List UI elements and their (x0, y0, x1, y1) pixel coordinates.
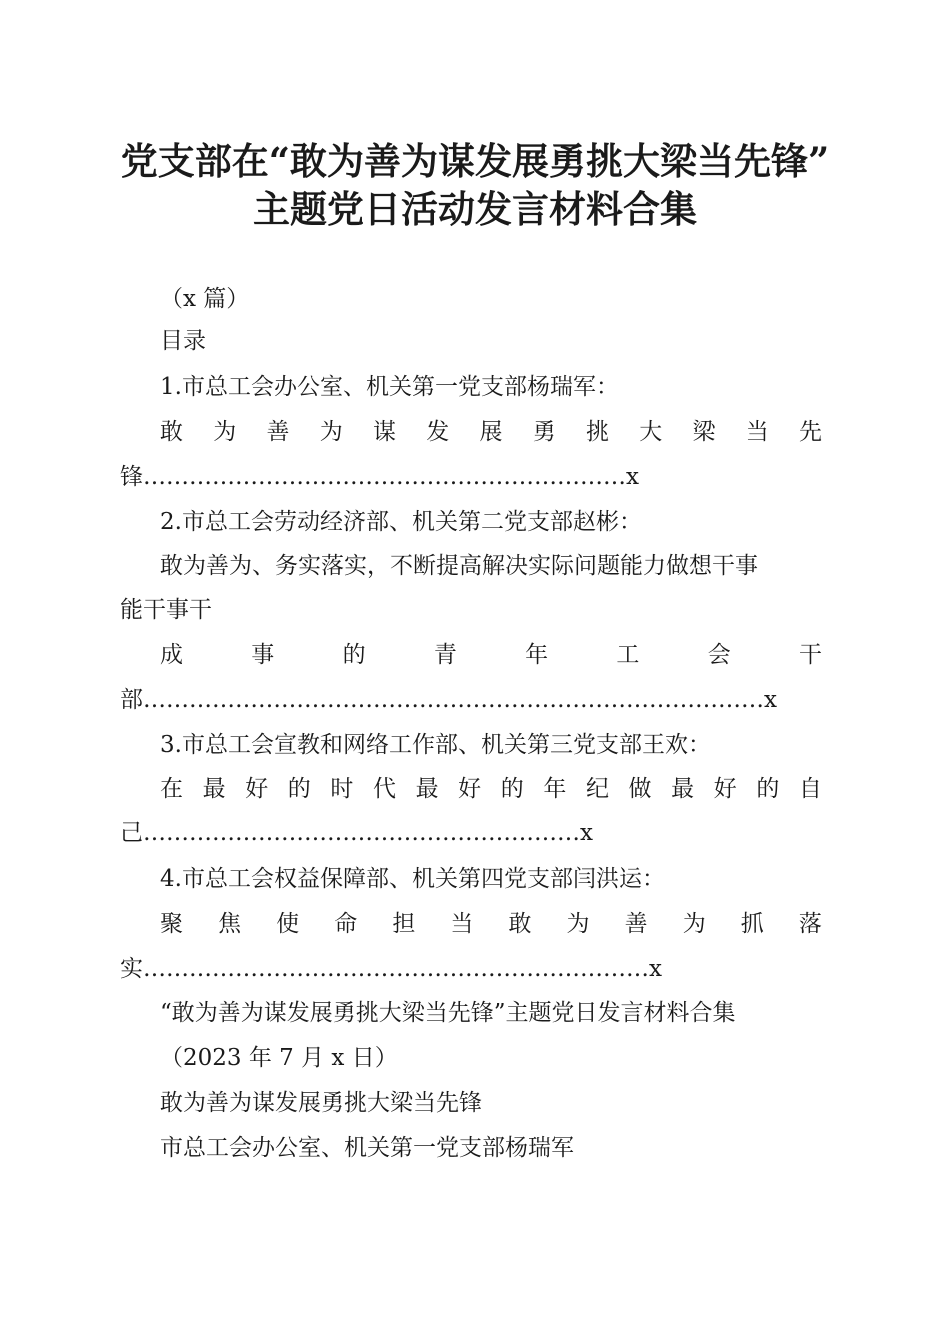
toc-item-4-leader: 实…………………………………………………………x (120, 956, 662, 982)
justified-char: 好 (245, 776, 269, 802)
justified-char: 纪 (585, 776, 609, 802)
justified-char: 发 (426, 419, 450, 445)
document-title-line-2: 主题党日活动发言材料合集 (253, 187, 697, 231)
justified-char: 代 (372, 776, 396, 802)
toc-item-1-leader: 锋………………………………………………………x (120, 464, 639, 490)
justified-char: 善 (266, 419, 290, 445)
toc-item-3-leader: 己…………………………………………………x (120, 820, 593, 846)
justified-char: 时 (330, 776, 354, 802)
document-date: （2023 年 7 月 x 日） (160, 1045, 398, 1071)
toc-item-4-heading: 4.市总工会权益保障部、机关第四党支部闫洪运： (160, 866, 665, 892)
justified-char: 的 (756, 776, 780, 802)
count-note: （x 篇） (160, 286, 250, 312)
justified-char: 会 (707, 642, 731, 668)
justified-char: 在 (160, 776, 183, 802)
speaker-name: 市总工会办公室、机关第一党支部杨瑞军 (160, 1135, 574, 1161)
toc-item-3-title (120, 774, 822, 804)
justified-char: 最 (202, 776, 226, 802)
justified-char: 为 (566, 911, 590, 937)
justified-char: 梁 (692, 419, 716, 445)
toc-item-2-heading: 2.市总工会劳动经济部、机关第二党支部赵彬： (160, 509, 642, 535)
justified-char: 大 (639, 419, 663, 445)
justified-char: 成 (160, 642, 183, 668)
justified-char: 敢 (508, 911, 532, 937)
justified-char: 当 (450, 911, 474, 937)
toc-label: 目录 (160, 328, 206, 354)
toc-item-3-heading: 3.市总工会宣教和网络工作部、机关第三党支部王欢： (160, 732, 711, 758)
justified-char: 为 (213, 419, 237, 445)
justified-char: 命 (334, 911, 358, 937)
justified-char: 谋 (373, 419, 396, 445)
justified-char: 抓 (740, 911, 764, 937)
justified-char: 聚 (160, 911, 183, 937)
justified-char: 年 (525, 642, 549, 668)
justified-char: 做 (628, 776, 652, 802)
justified-char: 为 (319, 419, 343, 445)
toc-item-1-title (120, 417, 822, 447)
justified-char: 事 (251, 642, 275, 668)
justified-char: 青 (433, 642, 457, 668)
justified-char: 好 (458, 776, 482, 802)
justified-char: 展 (479, 419, 503, 445)
justified-char: 好 (713, 776, 737, 802)
justified-char: 干 (798, 642, 822, 668)
justified-char: 的 (342, 642, 366, 668)
justified-char: 当 (745, 419, 769, 445)
justified-char: 敢 (160, 419, 183, 445)
toc-item-2-line-1: 敢为善为、务实落实，不断提高解决实际问题能力做想干事 (160, 553, 758, 579)
justified-char: 勇 (532, 419, 556, 445)
justified-char: 的 (500, 776, 524, 802)
justified-char: 担 (392, 911, 416, 937)
toc-item-2-line-2: 能干事干 (120, 597, 212, 623)
justified-char: 落 (798, 911, 822, 937)
justified-char: 自 (798, 776, 822, 802)
toc-item-2-leader: 部………………………………………………………………………x (120, 687, 777, 713)
justified-char: 为 (682, 911, 706, 937)
justified-char: 年 (543, 776, 567, 802)
justified-char: 最 (415, 776, 439, 802)
toc-item-2-title (120, 640, 822, 670)
justified-char: 善 (624, 911, 648, 937)
justified-char: 先 (799, 419, 822, 445)
toc-item-1-heading: 1.市总工会办公室、机关第一党支部杨瑞军： (160, 374, 619, 400)
document-title-line-1: 党支部在“敢为善为谋发展勇挑大梁当先锋” (120, 139, 830, 183)
speech-title: 敢为善为谋发展勇挑大梁当先锋 (160, 1090, 482, 1116)
justified-char: 焦 (218, 911, 242, 937)
justified-char: 挑 (586, 419, 609, 445)
collection-title: “敢为善为谋发展勇挑大梁当先锋”主题党日发言材料合集 (160, 1000, 736, 1026)
justified-char: 使 (276, 911, 300, 937)
justified-char: 工 (616, 642, 640, 668)
justified-char: 最 (671, 776, 695, 802)
justified-char: 的 (287, 776, 311, 802)
toc-item-4-title (120, 909, 822, 939)
